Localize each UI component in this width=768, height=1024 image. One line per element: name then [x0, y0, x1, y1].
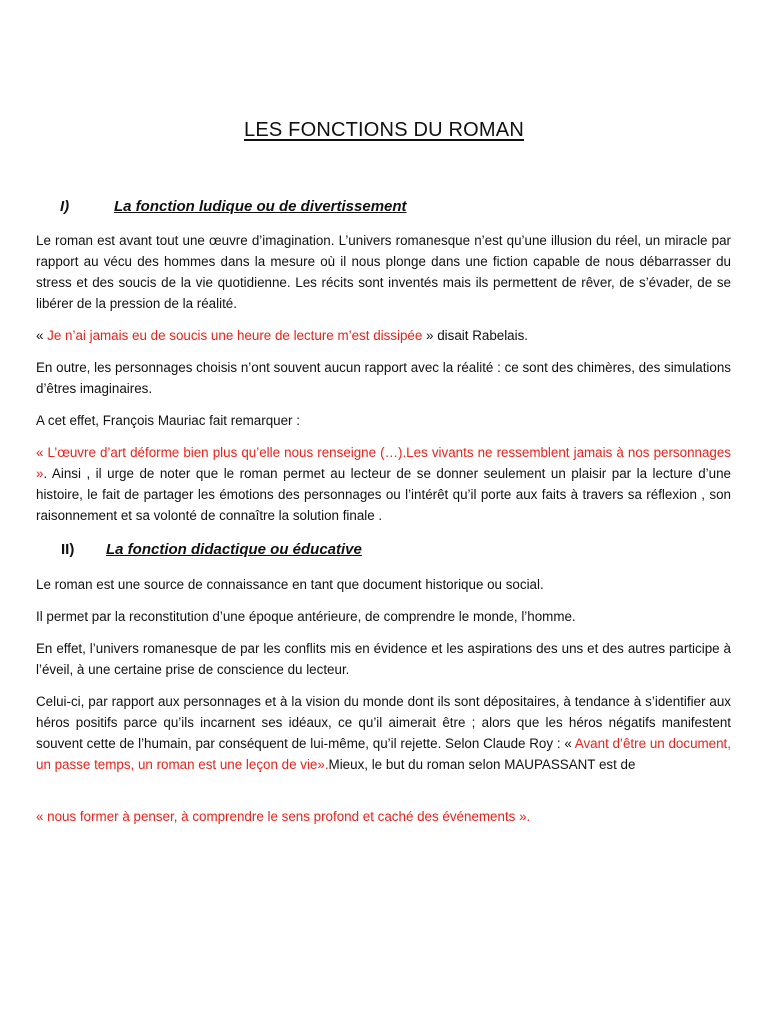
- paragraph-mauriac-quote: [36, 442, 731, 526]
- paragraph-rabelais-quote: [36, 325, 731, 346]
- paragraph-continuation: . Ainsi , il urge de noter que le roman permet au lecteur de se donner seulement un plaisir par la lecture d’une histoire, le fait de partager les émotions des personnages ou l’intérêt qu’il porte aux faits à travers sa réflexion , son raisonnement et sa volonté de connaître la solution finale .: [36, 466, 731, 523]
- page-title: LES FONCTIONS DU ROMAN: [244, 119, 524, 141]
- paragraph-claude-roy: [36, 691, 731, 775]
- section-heading-1: [0, 198, 768, 218]
- quote-attribution: » disait Rabelais.: [422, 328, 529, 343]
- paragraph-mauriac-intro: A cet effet, François Mauriac fait remarquer :: [36, 413, 300, 428]
- paragraph-reconstitution: Il permet par la reconstitution d’une époque antérieure, de comprendre le monde, l’homme.: [36, 609, 576, 624]
- section-number-1: I): [60, 198, 70, 215]
- quote-open: «: [36, 328, 48, 343]
- section-number-2: II): [61, 541, 75, 558]
- paragraph-source-connaissance: Le roman est une source de connaissance en tant que document historique ou social.: [36, 577, 544, 592]
- paragraph-eveil: En effet, l’univers romanesque de par les conflits mis en évidence et les aspirations des uns et des autres participe à l’éveil, à une certaine prise de conscience du lecteur.: [36, 641, 731, 677]
- rabelais-quote: Je n’ai jamais eu de soucis une heure de lecture m’est dissipée: [47, 328, 423, 343]
- quote-open: «: [36, 445, 48, 460]
- section-title-1: La fonction ludique ou de divertissement: [114, 198, 407, 215]
- mauriac-quote: L’œuvre d’art déforme bien plus qu’elle nous renseigne (…).Les vivants ne ressemblent jamais à nos personnages »: [36, 445, 731, 481]
- section-title-2: La fonction didactique ou éducative: [106, 541, 362, 558]
- section-heading-2: [0, 541, 768, 561]
- paragraph-text: Celui-ci, par rapport aux personnages et à la vision du monde dont ils sont dépositaires, à tendance à s’identifier aux héros positifs parce qu’ils incarnent ses idéaux, ce qu’il aimerait être ; alors que les héros négatifs manifestent souvent cette de l’humain, par conséquent de lui-même, qu’il rejette. Selon Claude Roy : «: [36, 694, 731, 751]
- maupassant-quote: « nous former à penser, à comprendre le sens profond et caché des événements ».: [36, 809, 531, 824]
- paragraph-imagination: Le roman est avant tout une œuvre d’imagination. L’univers romanesque n’est qu’une illusion du réel, un miracle par rapport au vécu des hommes dans la mesure où il nous plonge dans une fiction capable de nous débarrasser du stress et des soucis de la vie quotidienne. Les récits sont inventés mais ils permettent de rêver, de s’évader, de se libérer de la pression de la réalité.: [36, 233, 731, 311]
- paragraph-personnages: En outre, les personnages choisis n’ont souvent aucun rapport avec la réalité : ce sont des chimères, des simulations d’êtres imaginaires.: [36, 360, 731, 396]
- paragraph-text-end: Mieux, le but du roman selon MAUPASSANT est de: [328, 757, 636, 772]
- claude-roy-quote: Avant d’être un document, un passe temps, un roman est une leçon de vie».: [36, 736, 731, 772]
